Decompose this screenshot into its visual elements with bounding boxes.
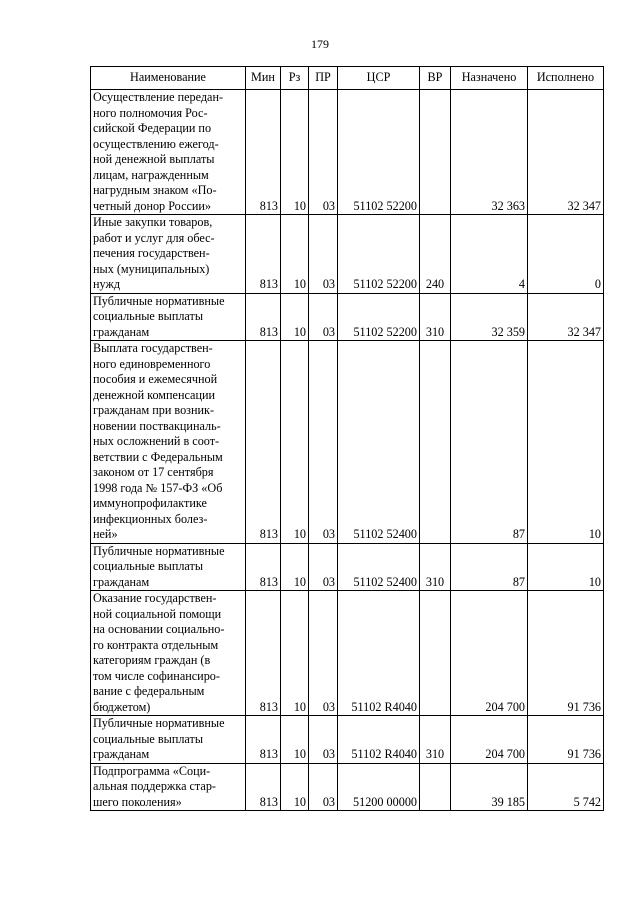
cell-assigned: 204 700 <box>451 591 528 716</box>
cell-executed: 0 <box>528 215 604 294</box>
header-vr: ВР <box>420 67 451 90</box>
cell-rz: 10 <box>281 763 309 811</box>
cell-min: 813 <box>246 716 281 764</box>
name-line: ного полномочия Рос- <box>93 105 208 120</box>
name-line: гражданам <box>93 574 150 589</box>
name-line: бюджетом) <box>93 699 151 714</box>
cell-vr: 310 <box>420 543 451 591</box>
page-number: 179 <box>311 37 329 51</box>
cell-min: 813 <box>246 215 281 294</box>
cell-csr: 51102 52400 <box>338 543 420 591</box>
table-row <box>91 90 604 215</box>
cell-pr: 03 <box>309 90 338 215</box>
name-line: социальные выплаты <box>93 309 204 323</box>
cell-executed: 32 347 <box>528 90 604 215</box>
cell-rz: 10 <box>281 293 309 341</box>
name-line: гражданам <box>93 324 150 339</box>
cell-name <box>91 543 246 591</box>
cell-rz: 10 <box>281 215 309 294</box>
name-line: Осуществление передан- <box>93 90 224 104</box>
cell-executed: 91 736 <box>528 716 604 764</box>
name-line: социальные выплаты <box>93 731 204 746</box>
name-line: ных (муниципальных) <box>93 261 210 276</box>
header-csr: ЦСР <box>338 67 420 90</box>
name-line: нагрудным знаком «По- <box>93 183 217 197</box>
cell-rz: 10 <box>281 341 309 544</box>
name-line: социальные выплаты <box>93 559 204 573</box>
cell-pr: 03 <box>309 716 338 764</box>
cell-pr: 03 <box>309 215 338 294</box>
cell-name <box>91 341 246 544</box>
header-name: Наименование <box>91 67 246 90</box>
cell-min: 813 <box>246 90 281 215</box>
name-line: гражданам при возник- <box>93 403 215 417</box>
cell-csr: 51102 52200 <box>338 215 420 294</box>
name-line: го контракта отдельным <box>93 637 219 652</box>
name-line: Публичные нормативные <box>93 293 225 308</box>
name-line: сийской Федерации по <box>93 121 212 135</box>
cell-assigned: 32 363 <box>451 90 528 215</box>
name-line: печения государствен- <box>93 246 210 260</box>
cell-min: 813 <box>246 341 281 544</box>
name-line: ветствии с Федеральным <box>93 449 223 464</box>
table-row <box>91 293 604 341</box>
name-line: четный донор России» <box>93 198 212 213</box>
cell-vr: 240 <box>420 215 451 294</box>
cell-vr <box>420 341 451 544</box>
name-line: категориям граждан (в <box>93 653 211 667</box>
cell-name <box>91 90 246 215</box>
cell-assigned: 204 700 <box>451 716 528 764</box>
name-line: новении поствакциналь- <box>93 418 221 433</box>
name-line: 1998 года № 157-ФЗ «Об <box>93 480 223 495</box>
name-line: иммунопрофилактике <box>93 496 207 510</box>
name-line: денежной компенсации <box>93 387 216 402</box>
name-line: нужд <box>93 277 121 291</box>
name-line: том числе софинансиро- <box>93 668 220 683</box>
name-line: ного единовременного <box>93 356 211 371</box>
name-line: работ и услуг для обес- <box>93 230 215 245</box>
cell-vr <box>420 90 451 215</box>
cell-vr <box>420 591 451 716</box>
name-line: шего поколения» <box>93 794 182 809</box>
name-line: альная поддержка стар- <box>93 779 216 793</box>
name-line: ней» <box>93 527 118 541</box>
name-line: Выплата государствен- <box>93 341 213 355</box>
header-pr: ПР <box>309 67 338 90</box>
budget-table <box>90 66 604 811</box>
cell-min: 813 <box>246 763 281 811</box>
cell-executed: 5 742 <box>528 763 604 811</box>
cell-csr: 51102 R4040 <box>338 716 420 764</box>
name-line: лицам, награжденным <box>93 167 209 182</box>
name-line: Публичные нормативные <box>93 543 225 558</box>
cell-min: 813 <box>246 591 281 716</box>
table-row <box>91 763 604 811</box>
name-line: пособия и ежемесячной <box>93 372 218 386</box>
cell-name <box>91 591 246 716</box>
cell-name <box>91 716 246 764</box>
cell-assigned: 32 359 <box>451 293 528 341</box>
cell-rz: 10 <box>281 543 309 591</box>
name-line: Публичные нормативные <box>93 716 225 730</box>
cell-rz: 10 <box>281 591 309 716</box>
name-line: инфекционных болез- <box>93 511 208 526</box>
cell-rz: 10 <box>281 90 309 215</box>
name-line: гражданам <box>93 747 150 761</box>
cell-pr: 03 <box>309 341 338 544</box>
cell-name <box>91 293 246 341</box>
table-row <box>91 543 604 591</box>
table-row <box>91 341 604 544</box>
cell-executed: 10 <box>528 341 604 544</box>
table-row <box>91 716 604 764</box>
cell-csr: 51102 52400 <box>338 341 420 544</box>
cell-executed: 32 347 <box>528 293 604 341</box>
name-line: ной денежной выплаты <box>93 152 215 166</box>
cell-name <box>91 215 246 294</box>
cell-pr: 03 <box>309 763 338 811</box>
cell-executed: 10 <box>528 543 604 591</box>
cell-pr: 03 <box>309 591 338 716</box>
header-rz: Рз <box>281 67 309 90</box>
header-assigned: Назначено <box>451 67 528 90</box>
cell-rz: 10 <box>281 716 309 764</box>
name-line: осуществлению ежегод- <box>93 136 219 151</box>
cell-csr: 51200 00000 <box>338 763 420 811</box>
name-line: законом от 17 сентября <box>93 465 214 479</box>
cell-vr: 310 <box>420 716 451 764</box>
name-line: вание с федеральным <box>93 684 205 698</box>
cell-assigned: 39 185 <box>451 763 528 811</box>
cell-executed: 91 736 <box>528 591 604 716</box>
cell-min: 813 <box>246 293 281 341</box>
cell-name <box>91 763 246 811</box>
table-row <box>91 215 604 294</box>
header-min: Мин <box>246 67 281 90</box>
cell-vr: 310 <box>420 293 451 341</box>
cell-csr: 51102 52200 <box>338 293 420 341</box>
header-row <box>91 67 604 90</box>
name-line: ных осложнений в соот- <box>93 434 220 448</box>
cell-vr <box>420 763 451 811</box>
cell-pr: 03 <box>309 543 338 591</box>
header-executed: Исполнено <box>528 67 604 90</box>
name-line: Подпрограмма «Соци- <box>93 763 211 778</box>
table-body <box>91 90 604 811</box>
cell-min: 813 <box>246 543 281 591</box>
name-line: Оказание государствен- <box>93 591 217 605</box>
table-row <box>91 591 604 716</box>
cell-assigned: 4 <box>451 215 528 294</box>
cell-assigned: 87 <box>451 543 528 591</box>
cell-pr: 03 <box>309 293 338 341</box>
cell-csr: 51102 52200 <box>338 90 420 215</box>
name-line: Иные закупки товаров, <box>93 215 213 229</box>
cell-csr: 51102 R4040 <box>338 591 420 716</box>
name-line: на основании социально- <box>93 622 225 636</box>
cell-assigned: 87 <box>451 341 528 544</box>
name-line: ной социальной помощи <box>93 606 222 621</box>
